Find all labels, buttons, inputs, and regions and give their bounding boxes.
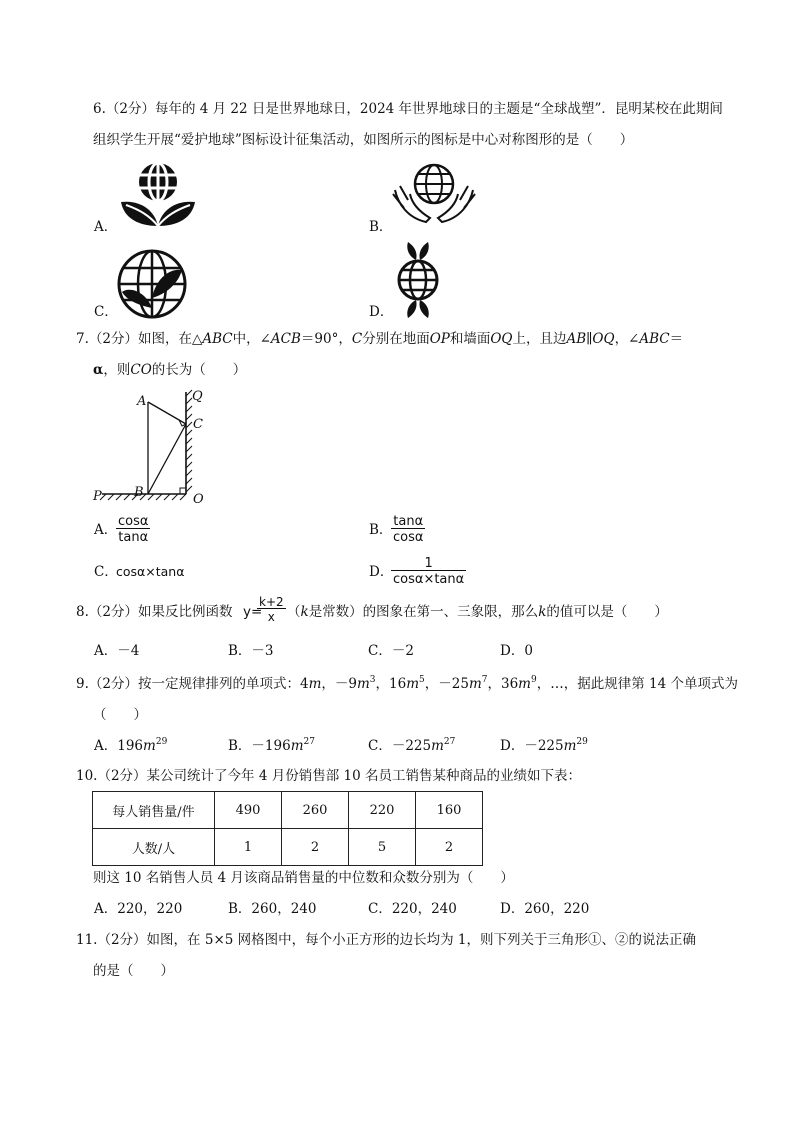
q10-option-a: A．220，220 — [94, 901, 183, 917]
q8-text-a: 8.（2分）如果反比例函数 — [76, 604, 233, 620]
q8-option-d: D．0 — [500, 643, 533, 659]
q6-line1: 6.（2分）每年的 4 月 22 日是世界地球日，2024 年世界地球日的主题是“全球战塑”．昆明某校在此期间 — [93, 101, 723, 117]
globe-leaves-icon — [118, 160, 198, 232]
label-o: O — [193, 492, 204, 507]
hands-globe-icon — [390, 160, 478, 232]
q10-sales-table — [92, 791, 483, 866]
q9-option-a: A．$196m^{29}$ — [94, 737, 168, 754]
q10-line1: 10.（2分）某公司统计了今年 4 月份销售部 10 名员工销售某种商品的业绩如下表： — [76, 768, 581, 784]
table-cell: 每人销售量/件 — [93, 792, 215, 829]
q8-func-y: y= — [243, 604, 263, 620]
q9-option-c: C．$-225m^{27}$ — [368, 737, 456, 754]
q8-option-a: A．－4 — [94, 643, 140, 659]
q6-option-d: D． — [369, 304, 394, 320]
q9-line1: 9.（2分）按一定规律排列的单项式：4m，$-9m^3$，$16m^5$，$-25m^7$，$36m^9$，…，据此规律第 14 个单项式为 — [76, 675, 738, 692]
q11-line1: 11.（2分）如图，在 5×5 网格图中，每个小正方形的边长均为 1，则下列关于三角形①、②的说法正确 — [76, 932, 697, 948]
q7-option-b-label: B． — [369, 522, 393, 538]
q7-wall-ladder-figure — [90, 388, 220, 508]
q7-option-d-label: D． — [369, 564, 394, 580]
table-row — [93, 792, 483, 829]
table-cell: 2 — [282, 829, 349, 866]
q7-line2: α，则CO的长为（ ） — [93, 362, 247, 378]
label-q: Q — [192, 389, 203, 404]
label-b: B — [134, 485, 144, 500]
table-cell: 490 — [215, 792, 282, 829]
q8-func-fraction: $\frac{k+2}{x}$ — [259, 595, 284, 624]
table-cell: 2 — [416, 829, 483, 866]
table-cell: 5 — [349, 829, 416, 866]
q7-option-b-fraction: $\frac{\tan\alpha}{\cos\alpha}$ — [393, 514, 424, 545]
q10-option-b: B．260，240 — [228, 901, 317, 917]
q11-line2: 的是（ ） — [93, 963, 174, 979]
q6-option-c: C． — [94, 304, 118, 320]
q7-option-a-label: A． — [94, 522, 118, 538]
q8-option-b: B．－3 — [228, 643, 274, 659]
table-cell: 1 — [215, 829, 282, 866]
q7-option-d-fraction: $\frac{1}{\cos\alpha\times\tan\alpha}$ — [393, 556, 465, 587]
q8-text-b: （k是常数）的图象在第一、三象限，那么k的值可以是（ ） — [287, 604, 668, 620]
globe-sprouts-icon — [394, 240, 442, 320]
q9-line2: （ ） — [93, 707, 147, 723]
q7-line1: 7.（2分）如图，在△ABC中，∠ACB＝90°，C分别在地面OP和墙面OQ上，且边AB∥OQ，∠ABC＝ — [76, 331, 684, 347]
table-row — [93, 829, 483, 866]
q10-line2: 则这 10 名销售人员 4 月该商品销售量的中位数和众数分别为（ ） — [93, 870, 514, 886]
table-cell: 260 — [282, 792, 349, 829]
table-cell: 人数/人 — [93, 829, 215, 866]
q6-line2: 组织学生开展“爱护地球”图标设计征集活动，如图所示的图标是中心对称图形的是（ ） — [93, 132, 634, 148]
q9-option-b: B．$-196m^{27}$ — [228, 737, 315, 754]
q7-option-a-fraction: $\frac{\cos\alpha}{\tan\alpha}$ — [118, 514, 149, 545]
label-a: A — [137, 394, 147, 409]
table-cell: 220 — [349, 792, 416, 829]
label-c: C — [193, 417, 203, 432]
q10-option-c: C．220，240 — [368, 901, 457, 917]
q7-option-c-value: cosα×tanα — [116, 564, 185, 579]
q10-option-d: D．260，220 — [500, 901, 590, 917]
table-cell: 160 — [416, 792, 483, 829]
q6-option-b: B． — [369, 219, 393, 235]
globe-plant-icon — [116, 248, 188, 320]
q7-option-c-label: C． — [94, 564, 118, 580]
label-p: P — [93, 489, 102, 504]
q8-option-c: C．－2 — [368, 643, 414, 659]
q9-option-d: D．$-225m^{29}$ — [500, 737, 588, 754]
q6-option-a: A． — [94, 219, 118, 235]
